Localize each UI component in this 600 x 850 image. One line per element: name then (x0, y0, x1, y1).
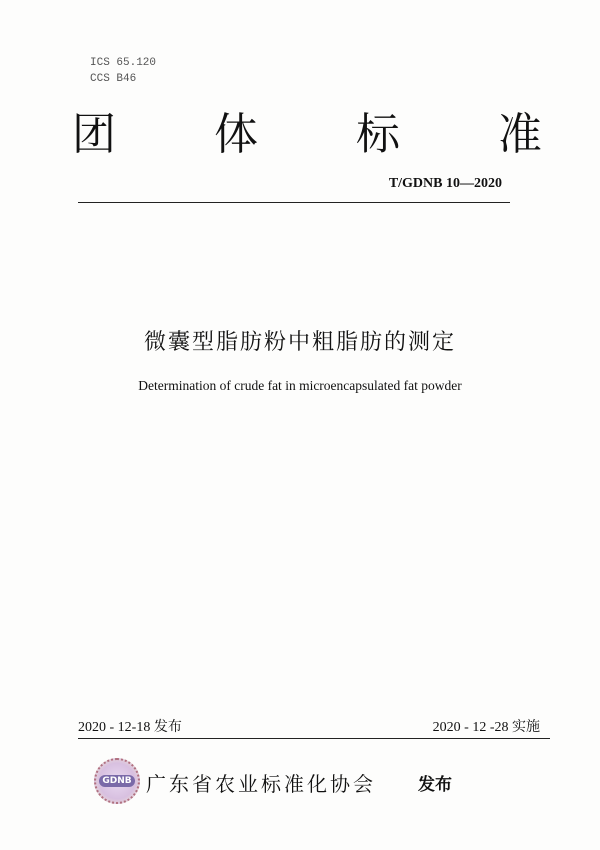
heading-char: 团 (72, 109, 116, 160)
standard-type-heading (72, 98, 542, 162)
heading-char: 准 (498, 109, 542, 160)
association-logo (94, 758, 140, 804)
release-date: 2020 - 12-18 发布 (78, 720, 182, 735)
heading-char: 标 (356, 109, 400, 160)
ics-code: ICS 65.120 (90, 57, 157, 69)
footer-divider (78, 738, 550, 739)
heading-char: 体 (214, 109, 258, 160)
implementation-date: 2020 - 12 -28 实施 (432, 720, 540, 735)
title-en: Determination of crude fat in microencapsulated fat powder (138, 378, 462, 393)
organization-name: 广东省农业标准化协会 (146, 772, 376, 796)
header-divider (78, 202, 510, 203)
ccs-code: CCS B46 (90, 73, 137, 85)
title-zh: 微囊型脂肪粉中粗脂肪的测定 (143, 330, 456, 355)
publish-label: 发布 (418, 775, 452, 795)
logo-text: GDNB (99, 775, 134, 787)
standard-code: T/GDNB 10—2020 (388, 176, 502, 191)
classification-codes (90, 55, 156, 87)
